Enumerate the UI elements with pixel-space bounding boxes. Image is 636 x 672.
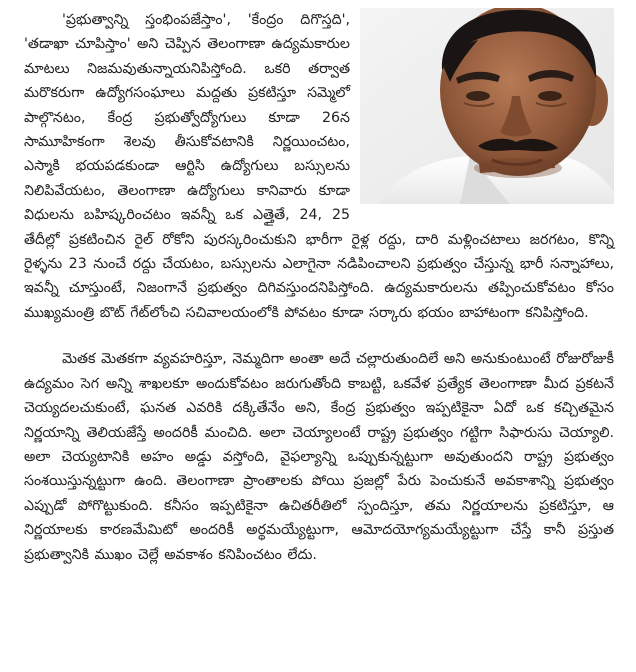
portrait-image [360, 8, 614, 204]
article-paragraph-1: 'ప్రభుత్వాన్ని స్తంభింపజేస్తాం', 'కేంద్రం దిగొస్తది', 'తడాఖా చూపిస్తాం' అని చెప్పిన తెలంగాణా ఉద్యమకారుల మాటలు నిజమవుతున్నాయనిపిస్తోంది. ఒకరి తర్వాత మరొకరుగా ఉద్యోగసంఘాలు మద్దతు ప్రకటిస్తూ సమ్మెలో పాల్గొనటం, కేంద్ర ప్రభుత్వోద్యోగులు కూడా 26న సామూహికంగా శెలవు తీసుకోవటానికి నిర్ణయించటం, ఎస్మాకి భయపడకుండా ఆర్టిసి ఉద్యోగులు బస్సులను నిలిపివేయటం, తెలంగాణా ఉద్యోగులు కానివారు కూడా విధులను బహిష్కరించటం ఇవన్నీ ఒక ఎత్తైతే, 24, 25 తేదీల్లో ప్రకటించిన రైల్ రోకోని పురస్కరించుకుని భారీగా రైళ్ల రద్దు, దారి మళ్లించటాలు జరగటం, కొన్ని రైళ్ళను 23 నుంచే రద్దు చేయటం, బస్సులను ఎలాగైనా నడిపించాలని ప్రభుత్వం చేస్తున్న భారీ సన్నాహాలు, ఇవన్నీ చూస్తుంటే, నిజంగానే ప్రభుత్వం దిగివస్తుందనిపిస్తోంది. ఉద్యమకారులను తప్పించుకోవటం కోసం ముఖ్యమంత్రి బొట్ గేట్‌లోంచి సచివాలయంలోకి పోవటం కూడా సర్కారు భయం బాహాటంగా కనిపిస్తోంది. [24, 12, 614, 321]
article-paragraph-2: మెతక మెతకగా వ్యవహరిస్తూ, నెమ్మదిగా అంతా అదే చల్లారుతుందిలే అని అనుకుంటుంటే రోజురోజుకీ ఉద్యమం సెగ అన్ని శాఖలకూ అందుకోవటం జరుగుతోంది కాబట్టి, ఒకవేళ ప్రత్యేక తెలంగాణా మీద ప్రకటనే చెయ్యదలచుకుంటే, ఘనత ఎవరికి దక్కితేనేం అని, కేంద్ర ప్రభుత్వం ఇప్పటికైనా ఏదో ఒక కచ్చితమైన నిర్ణయాన్ని తెలియజేస్తే అందరికీ మంచిది. అలా చెయ్యాలంటే రాష్ట్ర ప్రభుత్వం గట్టిగా సిఫారుసు చెయ్యాలి. అలా చెయ్యటానికి అహం అడ్డు వస్తోంది, వైఫల్యాన్ని ఒప్పుకున్నట్టుగా అవుతుందని రాష్ట్ర ప్రభుత్వం సంశయిస్తున్నట్టుగా ఉంది. తెలంగాణా ప్రాంతాలకు పోయి ప్రజల్లో పేరు పెంచుకునే అవకాశాన్ని ప్రభుత్వం ఎప్పుడో పోగొట్టుకుంది. కనీసం ఇప్పటికైనా ఉచితరీతిలో స్పందిస్తూ, తమ నిర్ణయాలను ప్రకటిస్తూ, ఆ నిర్ణయాలకు కారణమేమిటో అందరికీ అర్థమయ్యేట్టుగా, ఆమోదయోగ్యమయ్యేట్టుగా చేస్తే కానీ ప్రస్తుత ప్రభుత్వానికి ముఖం చెల్లే అవకాశం కనిపించటం లేదు. [24, 351, 614, 563]
portrait-photo [360, 8, 614, 204]
article [24, 8, 614, 567]
